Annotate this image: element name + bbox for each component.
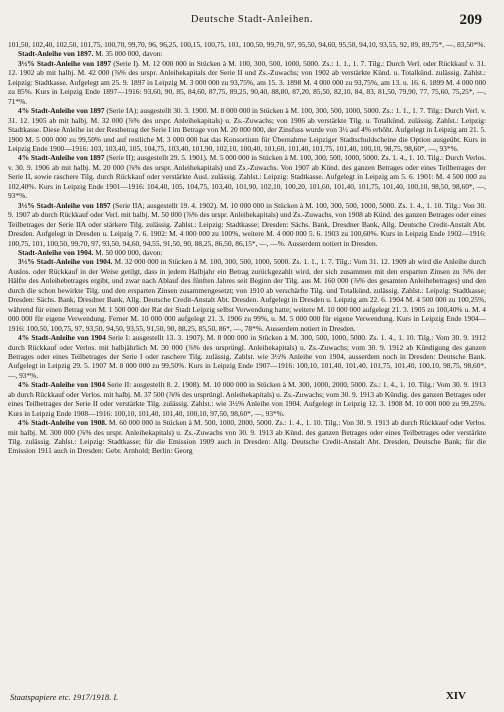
paragraph-heading: 4% Stadt-Anleihe von 1908. (18, 418, 107, 428)
running-title: Deutsche Stadt-Anleihen. (190, 14, 314, 25)
paragraph-text: M. 60 000 000 in Stücken à M. 500, 1000, 2000, 5000. Zs.: 1. 4., 1. 10. Tilg.: Von 30. 9. 1913 ab durch Rückkauf oder Verlos. mit halbj. M. 300 000 (⅞% des urspr. Anleihekapitals) u. Zs.-Zuwachs von 30. 9. 1913 ab Künd. des ganzen Betrages oder eines Teilbetrages oder verstärkte Tilg. zulässig. Zahlst.: Leipzig: Stadtkasse; für die Emission 1909 auch in Dresden: Allg. Deutsche Credit-Anstalt Abt. Dresden, Deutsche Bank; für die Emission 1911 auch in Dresden: Gebr. Arnhold; Berlin: Georg (8, 418, 486, 456)
paragraph-text: (Serie II); ausgestellt 29. 5. 1901). M. 5 000 000 in Stücken à M. 100, 300, 500, 1000, 5000. Zs. 1. 4., 1. 10. Tilg.: Durch Verlos. v. 30. 9. 1906 ab mit halbj. M. 20 000 (⅞% des urspr. Anleihekapitals) und Zs.-Zuwachs. Von 1907 ab Künd. des ganzen Betrages oder eines Teilbetrages der Serie II, sowie raschere Tilg. durch Rückkauf oder verstärkte Ausl. zulässig. Zahlst.: Leipzig: Stadtkasse. Aufgelegt in Leipzig am 5. 6. 1901: M. 4 500 000 zu 102,40%. Kurs in Leipzig Ende 1901—1916: 104,40, 105, 104,75, 103,40, 101,90, 102,10, 100,20, 101,60, 101,40, 101,75, 101,40, 100,10, 98,50, 98,60*, —, 93*%. (8, 153, 486, 201)
paragraph (8, 380, 486, 418)
paragraph-heading: 4% Stadt-Anleihe von 1897 (18, 153, 105, 163)
paragraph (8, 153, 486, 200)
paragraph (8, 40, 486, 49)
paragraph (8, 59, 486, 106)
paragraph-text: M. 35 000 000, davon: (95, 49, 163, 59)
paragraph-text: M. 50 000 000, davon: (95, 247, 163, 257)
paragraph-text: (Serie IIA; ausgestellt 19. 4. 1902). M. 10 000 000 in Stücken à M. 100, 300, 500, 1000, 5000. Zs. 1. 4., 1. 10. Tilg.: Von 30. 9. 1907 ab durch Rückkauf oder Verl. mit halbj. M. 50 000 (⅞% des urspr. Anleihekapitals) und Zs.-Zuwachs, von 1908 ab Künd. des ganzen Betrages oder eines Teilbetrages der Serie IIA oder stärkere Tilg. zulässig. Zahlst.: Leipzig: Stadtkasse; Dresden: Sächs. Bank, Dresdner Bank, Allg. Deutsche Credit-Anstalt Abt. Dresden. Aufgelegt in Dresden u. Leipzig 7. 6. 1902: M. 4 000 000 zu 100%, weitere M. 4 000 000 5. 6. 1903 zu 100,60%. Kurs in Leipzig Ende 1902—1916: 100,75, 101, 100,50, 99,70, 97, 93,50, 94,60, 94,55, 91,50, 90, 88,25, 86,50, 86,15*, —, —%. Ausserdem notiert in Dresden. (8, 200, 486, 248)
paragraph-text: 101,50, 102,40, 102,50, 101,75, 100,70, 99,70, 96, 96,25, 100,15, 100,75, 101, 100,50, 99,70, 97, 95,50, 94,60, 95,50, 94,10, 93,55, 92, 89, 89,75*, —, 83,50*%. (8, 40, 486, 49)
paragraph-text: Serie II: ausgestellt 8. 2. 1908). M. 10 000 000 in Stücken à M. 300, 1000, 2000, 5000. Zs.: 1. 4., 1. 10. Tilg.: Vom 30. 9. 1913 ab durch Rückkauf oder Verlos. mit halbj. M. 37 500 (⅞% des ursprüngl. Anleihekapitals) u. Zs.-Zuwachs; vom 30. 9. 1913 ab Kündig. des ganzen Betrages oder eines Teilbetrages der Serie II oder verstärkte Tilg. zulässig. Zahlst.: wie 3½% Anleihe von 1904. Aufgelegt in Leipzig 12. 3. 1908 M. 10 000 000 zu 99,25%. Kurs in Leipzig Ende 1908—1916: 100,10, 101,40, 101,40, 100,10, 97,50, 98,60*, —, 93*%. (8, 380, 486, 418)
paragraph (8, 257, 486, 333)
footer-signature: Staatspapiere etc. 1917/1918. I. (10, 692, 119, 702)
paragraph-heading: Stadt-Anleihe von 1897. (18, 49, 94, 59)
paragraph (8, 49, 486, 58)
paragraph-heading: 3½% Stadt-Anleihe von 1897 (18, 58, 112, 68)
page-number: 209 (459, 12, 482, 28)
paragraph-heading: 3½% Stadt-Anleihe von 1904. (18, 257, 113, 267)
paragraph-text: (Serie IA); ausgestellt 30. 3. 1900. M. 8 000 000 in Stücken à M. 100, 300, 500, 1000, 5000. Zs.: 1. 1., 1. 7. Tilg.: Durch Verl. v. 31. 12. 1905 ab mit halbj. M. 32 000 (⅞% des urspr. Anleihekapitals) u. Zs.-Zuwachs; von 1906 ab verstärkte Tilg. u. Totalkünd. zulässig. Zahlst.: Leipzig: Stadtkasse. Diese Anleihe ist der Restbetrag der Serie I im Betrage von M. 20 000 000, der Zinsfuss wurde von 3½ auf 4% erhöht. Aufgelegt in Leipzig am 21. 5. 1900 M. 5 000 000 zu 99,50% und auf restliche M. 3 000 000 hat das Konsortium für Übernahme Leipziger Stadtschuldscheine die Option ausgeübt. Kurs in Leipzig Ende 1900—1916: 103, 103,40, 105, 104,75, 103,40, 101,90, 102,10, 100,40, 101,60, 101,40, 101,75, 101,40, 100,10, 98,75, 98,60*, —, 93*%. (8, 106, 486, 153)
paragraph-heading: 4% Stadt-Anleihe von 1897 (18, 106, 105, 116)
page-header (0, 14, 504, 30)
paragraph (8, 248, 486, 257)
paragraph-text: M. 32 000 000 in Stücken à M. 100, 300, 500, 1000, 5000. Zs. 1. 1., 1. 7. Tilg.: Vom 31. 12. 1909 ab wird die Anleihe durch Auslos. oder Rückkauf in der Weise getilgt, dass in jedem Halbjahr ein Betrag zurückgezahlt wird, der sich zusammen mit den ersparten Zinsen zu ⅞% der Hälfte des Anleihebetrages ergibt, und zwar nach Ablauf des fünften Jahres seit Beginn der Tilg. aus M. 160 000 (⅞% des gesamten Anleihebetrages) und den durch die schon bewirkte Tilg. und den ersparten Zinsen zusammengesetzt; von 1910 ab verschärfte Tilg. und Totalkünd. zulässig. Zahlst.: Leipzig: Stadtkasse; Dresden: Sächs. Bank, Dresdner Bank, Allg. Deutsche Credit-Anstalt Abt. Dresden. Aufgelegt in Dresden u. Leipzig am 22. 6. 1904 M. 4 500 000 zu 100,25%, während für einen Betrag von M. 1 500 000 der Rat der Stadt Leipzig selbst Verwendung hatte; weitere M. 10 000 000 aufgelegt 21. 3. 1905 zu 100,40% u. M. 4 000 000 für eigene Verwendung. Ferner M. 10 000 000 aufgelegt 21. 3. 1906 zu 99%, u. M. 5 000 000 für eigene Verwendung. Kurs in Leipzig Ende 1904—1916: 100,50, 100,75, 97, 93,50, 94,50, 93,55, 91,50, 90, 88,25, 85,50, 86*, —, 78*%. Ausserdem notiert in Dresden. (8, 257, 486, 333)
paragraph-heading: Stadt-Anleihe von 1904. (18, 247, 94, 257)
paragraph (8, 106, 486, 153)
paragraph (8, 201, 486, 248)
paragraph-text: (Serie I). M. 12 000 000 in Stücken à M. 100, 300, 500, 1000, 5000. Zs.: 1. 1., 1. 7. Tilg.: Durch Verl. oder Rückkauf v. 31. 12. 1902 ab mit halbj. M. 42 000 (⅞% des urspr. Anleihekapitals der Serie II und Zs.-Zuwachs; von 1902 ab verstärkte Künd. u. Totalkünd. zulässig. Zahlst.: Leipzig: Stadtkasse. Aufgelegt am 25. 9. 1897 in Leipzig M. 3 000 000 zu 93,75%, am 15. 3. 1898 M. 4 000 000 zu 93,75%, am 13. u. 16. 6. 1899 M. 4 000 000 zu 85%. Kurs in Leipzig Ende 1897—1916: 93,60, 90, 85, 84,60, 87,75, 89,25, 90,40, 88,80, 87,20, 85,50, 82,10, 84, 83, 81,50, 79,90, 77, 75,60, 75,25*, —, 71*%. (8, 58, 486, 106)
body-text (8, 40, 486, 680)
footer-sheet-mark: XIV (445, 690, 466, 702)
paragraph (8, 418, 486, 456)
paragraph-heading: 4% Stadt-Anleihe von 1904 (18, 333, 106, 343)
paragraph (8, 333, 486, 380)
paragraph-heading: 4% Stadt-Anleihe von 1904 (18, 380, 106, 390)
paragraph-heading: 3½% Stadt-Anleihe von 1897 (18, 200, 111, 210)
page-footer (0, 690, 504, 704)
paragraph-text: Serie I: ausgestellt 13. 3. 1907). M. 8 000 000 in Stücken à M. 300, 500, 1000, 5000. Zs. 1. 4., 1. 10. Tilg.: Vom 30. 9. 1912 durch Rückkauf oder Verlos. mit halbjährlich M. 30 000 (⅞% des ursprüngl. Anleihekapitals) u. Zs.-Zuwachs; vom 30. 9. 1912 ab Kündigung des ganzen Betrages oder eines Teilbetrages der Serie I oder raschere Tilg. zulässig. Zahlst. wie 3½% Anleihe von 1904, ausserdem noch in Dresden: Deutsche Bank. Aufgelegt in Leipzig 29. 5. 1907 M. 8 000 000 zu 99,50%. Kurs in Leipzig Ende 1907—1916: 100,10, 101,40, 101,40, 101,75, 101,40, 100,10, 98,75, 98,60*, —, 93*%. (8, 333, 486, 380)
